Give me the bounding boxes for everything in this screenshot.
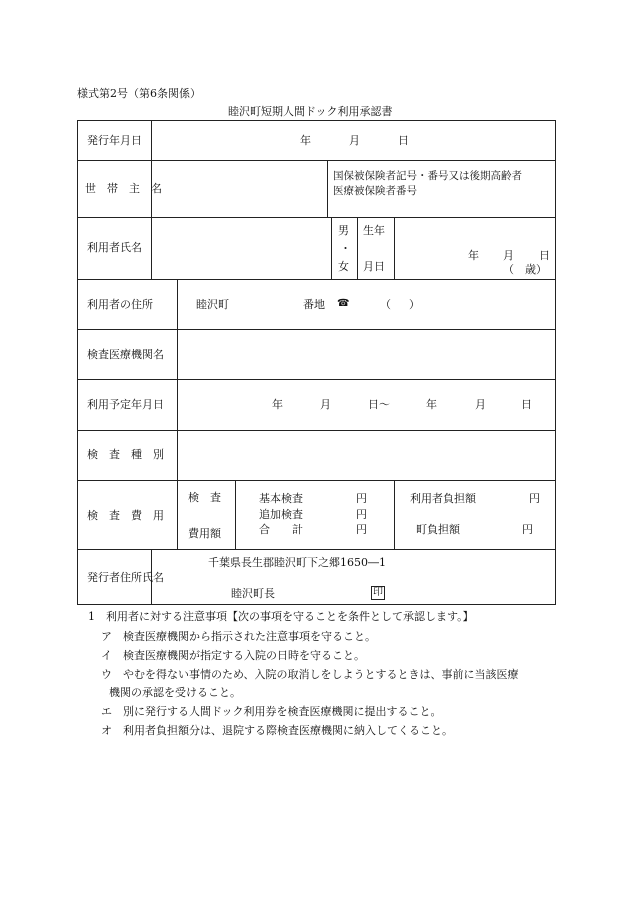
- official-seal-mark: 印: [373, 587, 383, 598]
- cell-divider: [357, 217, 358, 279]
- total-label: 合 計: [259, 523, 303, 536]
- note-item: オ 利用者負担額分は、退院する際検査医療機関に納入してくること。: [101, 724, 453, 737]
- cell-divider: [394, 217, 395, 279]
- issuer-label: 発行者住所氏名: [87, 571, 164, 584]
- form-number: 様式第2号（第6条関係）: [77, 87, 201, 100]
- cell-divider: [394, 480, 395, 549]
- birthdate-label: 生年: [363, 224, 385, 237]
- gender-male: 男: [338, 224, 349, 237]
- birthdate-label-2: 月日: [363, 260, 385, 273]
- insurance-number-label: 国保被保険者記号・番号又は後期高齢者: [333, 170, 522, 182]
- notes-heading: 1 利用者に対する注意事項【次の事項を守ることを条件として承認します。】: [88, 610, 474, 623]
- schedule-day-2: 日: [521, 398, 532, 411]
- user-burden-label: 利用者負担額: [410, 492, 476, 505]
- additional-exam-label: 追加検査: [259, 508, 303, 521]
- note-item: エ 別に発行する人間ドック利用券を検査医療機関に提出すること。: [101, 705, 442, 718]
- address-label: 利用者の住所: [87, 298, 153, 311]
- row-divider: [77, 160, 556, 161]
- basic-yen: 円: [356, 492, 367, 505]
- issuer-mayor: 睦沢町長: [231, 587, 275, 600]
- note-item: イ 検査医療機関が指定する入院の日時を守ること。: [101, 649, 365, 662]
- issuer-address: 千葉県長生郡睦沢町下之郷1650―1: [208, 556, 386, 569]
- phone-icon: ☎: [337, 298, 350, 309]
- document-title: 睦沢町短期人間ドック利用承認書: [228, 105, 393, 118]
- exam-cost-label: 検 査 費 用: [87, 509, 164, 522]
- user-burden-yen: 円: [529, 492, 540, 505]
- cell-divider: [327, 160, 328, 217]
- age-open: （: [503, 263, 514, 276]
- cell-divider: [331, 217, 332, 279]
- schedule-label: 利用予定年月日: [87, 398, 164, 411]
- basic-exam-label: 基本検査: [259, 492, 303, 505]
- town-burden-label: 町負担額: [416, 523, 460, 536]
- row-divider: [77, 549, 556, 550]
- exam-type-label: 検 査 種 別: [87, 448, 164, 461]
- birth-day: 日: [539, 249, 550, 262]
- row-divider: [77, 379, 556, 380]
- schedule-year: 年: [272, 398, 283, 411]
- note-item: ア 検査医療機関から指示された注意事項を守ること。: [101, 630, 376, 643]
- exam-cost-sub-label-2: 費用額: [188, 527, 221, 540]
- schedule-year-2: 年: [426, 398, 437, 411]
- issue-date-label: 発行年月日: [87, 134, 142, 147]
- insurance-number-label-2: 医療被保険者番号: [333, 185, 417, 197]
- phone-paren-open: （: [380, 298, 391, 311]
- total-yen: 円: [356, 523, 367, 536]
- additional-yen: 円: [356, 508, 367, 521]
- gender-female: 女: [338, 260, 349, 273]
- issue-year: 年: [300, 134, 311, 147]
- issue-month: 月: [349, 134, 360, 147]
- schedule-month: 月: [320, 398, 331, 411]
- facility-label: 検査医療機関名: [87, 348, 164, 361]
- gender-separator: ・: [340, 242, 351, 255]
- note-item-continued: 機関の承認を受けること。: [109, 686, 241, 699]
- birth-month: 月: [503, 249, 514, 262]
- address-town: 睦沢町: [196, 298, 229, 311]
- birth-year: 年: [468, 249, 479, 262]
- note-item: ウ やむを得ない事情のため、入院の取消しをしようとするときは、事前に当該医療: [101, 668, 519, 681]
- phone-paren-close: ）: [409, 298, 420, 311]
- user-name-label: 利用者氏名: [87, 241, 142, 254]
- town-burden-yen: 円: [522, 523, 533, 536]
- household-head-label: 世 帯 主 名: [85, 182, 162, 195]
- label-column-divider: [177, 279, 178, 549]
- exam-cost-sub-label: 検 査: [188, 491, 221, 504]
- row-divider: [77, 329, 556, 330]
- cell-divider: [235, 480, 236, 549]
- row-divider: [77, 217, 556, 218]
- age-close: 歳）: [525, 263, 547, 276]
- issue-day: 日: [398, 134, 409, 147]
- schedule-month-2: 月: [475, 398, 486, 411]
- schedule-day-to: 日～: [368, 398, 390, 411]
- address-banchi: 番地: [303, 298, 325, 311]
- row-divider: [77, 480, 556, 481]
- label-column-divider: [151, 120, 152, 279]
- row-divider: [77, 279, 556, 280]
- row-divider: [77, 430, 556, 431]
